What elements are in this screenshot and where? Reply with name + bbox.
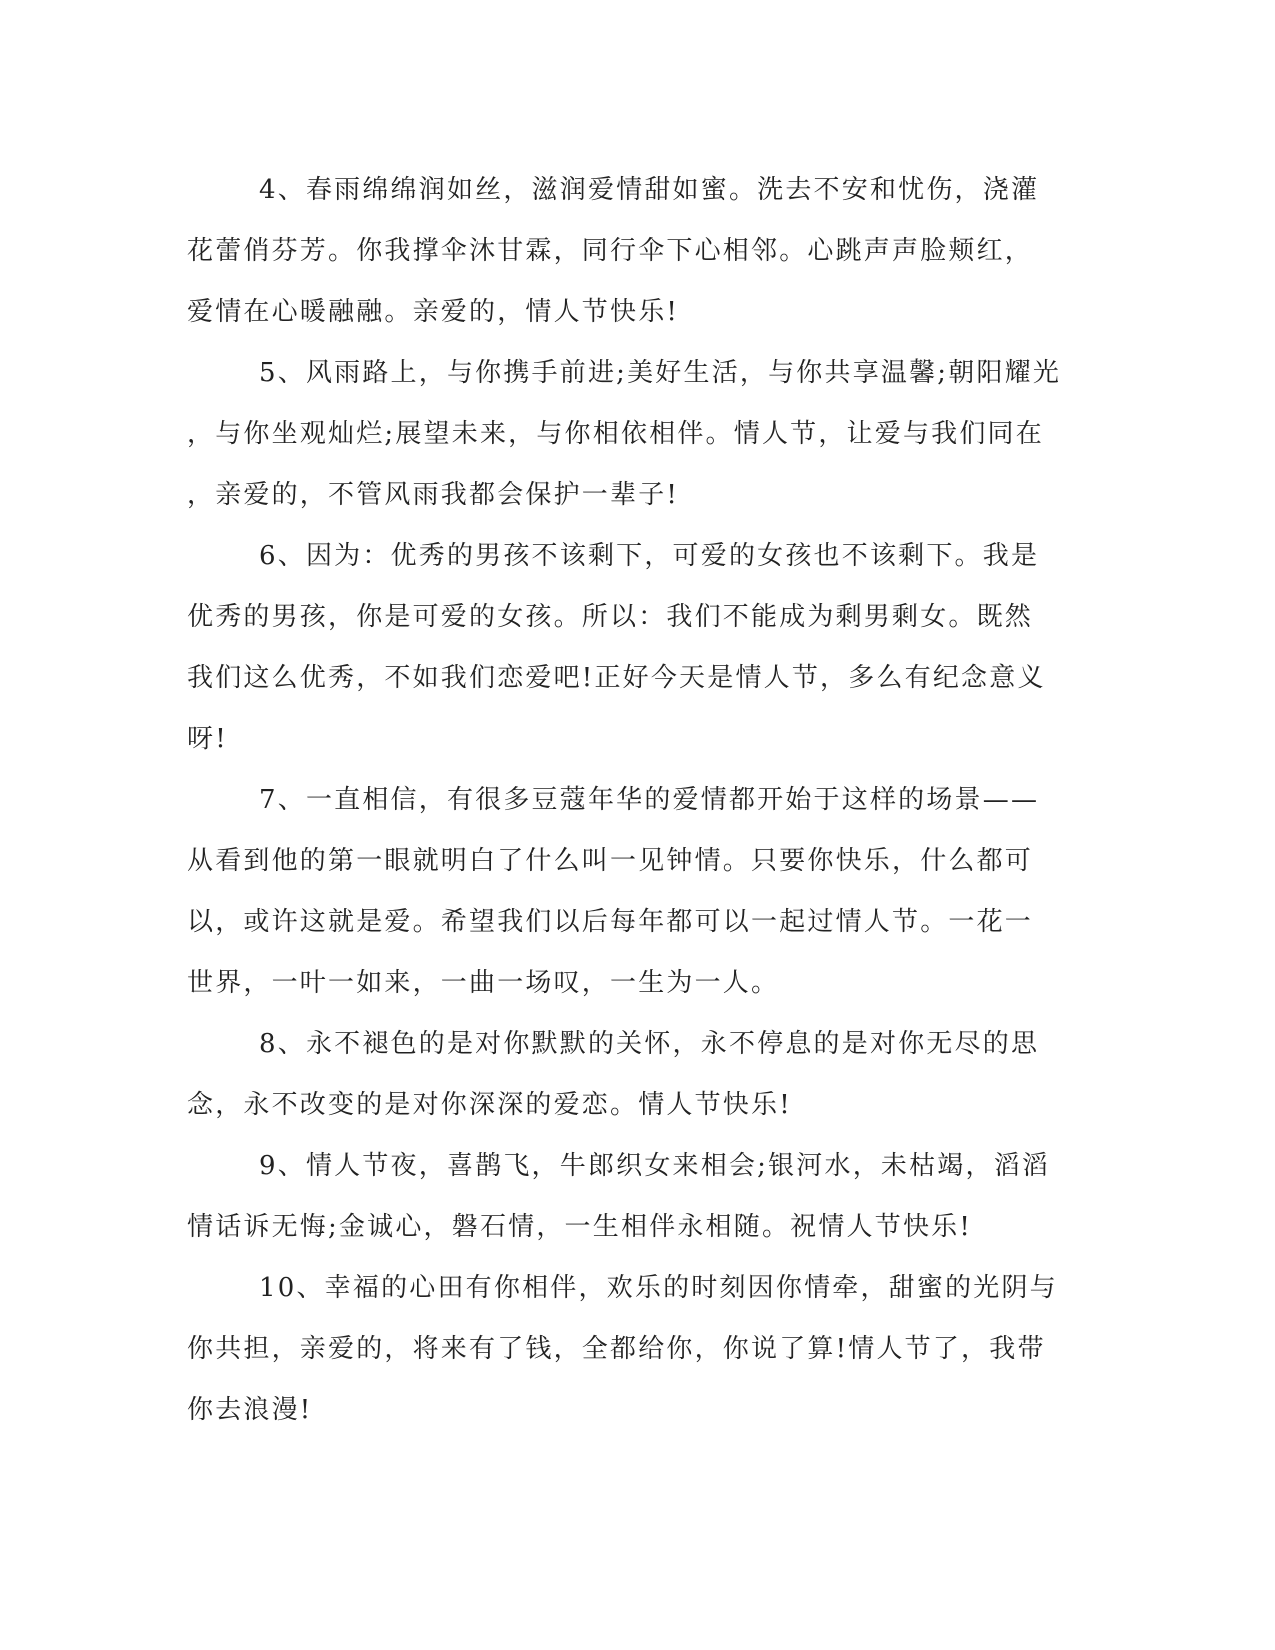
paragraph-5 bbox=[187, 343, 1067, 526]
paragraph-line: 6、因为：优秀的男孩不该剩下，可爱的女孩也不该剩下。我是 bbox=[259, 541, 1040, 571]
paragraph-line: 以，或许这就是爱。希望我们以后每年都可以一起过情人节。一花一 bbox=[187, 907, 1034, 937]
paragraph-line: 4、春雨绵绵润如丝，滋润爱情甜如蜜。洗去不安和忧伤，浇灌 bbox=[259, 175, 1040, 205]
document-body bbox=[187, 160, 1067, 1441]
paragraph-line: 优秀的男孩，你是可爱的女孩。所以：我们不能成为剩男剩女。既然 bbox=[187, 602, 1034, 632]
paragraph-line: 8、永不褪色的是对你默默的关怀，永不停息的是对你无尽的思 bbox=[259, 1029, 1040, 1059]
paragraph-7 bbox=[187, 770, 1067, 1014]
paragraph-line: 9、情人节夜，喜鹊飞，牛郎织女来相会;银河水，未枯竭，滔滔 bbox=[259, 1151, 1051, 1181]
paragraph-line: 10、幸福的心田有你相伴，欢乐的时刻因你情牵，甜蜜的光阴与 bbox=[259, 1273, 1058, 1303]
paragraph-6 bbox=[187, 526, 1067, 770]
paragraph-line: 念，永不改变的是对你深深的爱恋。情人节快乐! bbox=[187, 1090, 792, 1120]
paragraph-line: ，亲爱的，不管风雨我都会保护一辈子! bbox=[187, 480, 680, 510]
paragraph-9 bbox=[187, 1136, 1067, 1258]
paragraph-line: 世界，一叶一如来，一曲一场叹，一生为一人。 bbox=[187, 968, 780, 998]
paragraph-10 bbox=[187, 1258, 1067, 1441]
paragraph-line: 呀! bbox=[187, 724, 228, 754]
paragraph-4 bbox=[187, 160, 1067, 343]
paragraph-line: 从看到他的第一眼就明白了什么叫一见钟情。只要你快乐，什么都可 bbox=[187, 846, 1034, 876]
paragraph-line: 爱情在心暖融融。亲爱的，情人节快乐! bbox=[187, 297, 680, 327]
paragraph-line: 花蕾俏芬芳。你我撑伞沐甘霖，同行伞下心相邻。心跳声声脸颊红， bbox=[187, 236, 1034, 266]
paragraph-line: 7、一直相信，有很多豆蔻年华的爱情都开始于这样的场景—— bbox=[259, 785, 1040, 815]
paragraph-line: 5、风雨路上，与你携手前进;美好生活，与你共享温馨;朝阳耀光 bbox=[259, 358, 1062, 388]
paragraph-line: 你共担，亲爱的，将来有了钱，全都给你，你说了算!情人节了，我带 bbox=[187, 1334, 1046, 1364]
paragraph-line: 你去浪漫! bbox=[187, 1395, 313, 1425]
paragraph-8 bbox=[187, 1014, 1067, 1136]
paragraph-line: 情话诉无悔;金诚心，磐石情，一生相伴永相随。祝情人节快乐! bbox=[187, 1212, 973, 1242]
paragraph-line: ，与你坐观灿烂;展望未来，与你相依相伴。情人节，让爱与我们同在 bbox=[187, 419, 1044, 449]
paragraph-line: 我们这么优秀，不如我们恋爱吧!正好今天是情人节，多么有纪念意义 bbox=[187, 663, 1046, 693]
